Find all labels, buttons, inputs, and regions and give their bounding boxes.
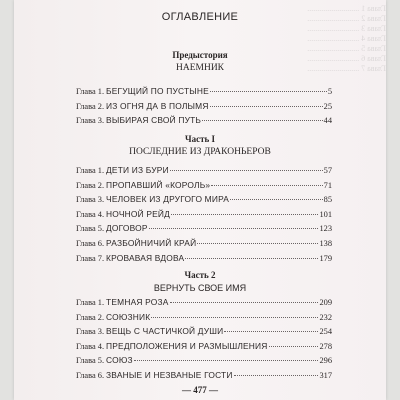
page-ref: 71: [323, 180, 332, 190]
section-title: ВЕРНУТЬ СВОЕ ИМЯ: [153, 283, 247, 293]
page-ref: 25: [323, 101, 332, 111]
chapter-number: Глава 3.: [76, 327, 105, 337]
toc-entry[interactable]: [76, 341, 332, 356]
chapter-title: ТЕМНАЯ РОЗА: [106, 297, 169, 307]
toc-entry[interactable]: [76, 223, 332, 238]
page-heading: ОГЛАВЛЕНИЕ: [161, 11, 239, 23]
toc-entry[interactable]: [76, 86, 332, 101]
chapter-title: ИЗ ОГНЯ ДА В ПОЛЫМЯ: [106, 100, 209, 111]
chapter-number: Глава 2.: [76, 312, 105, 322]
chapter-number: Глава 2.: [76, 180, 105, 190]
chapter-title: ЗВАНЫЕ И НЕЗВАНЫЕ ГОСТИ: [106, 369, 233, 380]
section-header-part-2: [14, 270, 386, 294]
page-ref: 296: [319, 356, 332, 366]
chapter-number: Глава 1.: [76, 166, 105, 175]
toc-entry[interactable]: [76, 101, 332, 116]
page-ref: 179: [319, 253, 332, 263]
dot-leader: [210, 91, 327, 92]
chapter-title: НОЧНОЙ РЕЙД: [106, 208, 170, 219]
dot-leader: [171, 214, 318, 215]
chapter-number: Глава 3.: [76, 116, 105, 126]
page-ref: 123: [319, 224, 332, 234]
page-ref: 101: [319, 209, 332, 219]
page-ref: 209: [319, 298, 332, 307]
toc-entry[interactable]: [76, 238, 332, 253]
chapter-title: КРОВАВАЯ ВДОВА: [106, 252, 185, 263]
dot-leader: [234, 375, 319, 376]
toc-entry[interactable]: [76, 194, 332, 209]
toc-entry[interactable]: [76, 312, 332, 327]
chapter-title: РАЗБОЙНИЧИЙ КРАЙ: [106, 237, 197, 248]
chapter-number: Глава 2.: [76, 101, 105, 111]
toc-entry[interactable]: [76, 180, 332, 195]
chapter-number: Глава 5.: [76, 356, 105, 366]
toc-entry[interactable]: [76, 253, 332, 268]
section-label: Предыстория: [172, 50, 228, 60]
section-title: НАЕМНИК: [175, 63, 225, 73]
section-header-part-1: [14, 134, 386, 158]
toc-entry[interactable]: [76, 370, 332, 385]
dot-leader: [211, 185, 322, 186]
section-label: Часть 2: [184, 270, 216, 280]
chapter-number: Глава 6.: [76, 370, 105, 380]
dot-leader: [202, 120, 323, 121]
toc-entry[interactable]: [76, 355, 332, 370]
chapter-number: Глава 1.: [76, 87, 105, 96]
toc-entry[interactable]: [76, 209, 332, 224]
dot-leader: [197, 243, 318, 244]
chapter-number: Глава 3.: [76, 195, 105, 205]
dot-leader: [269, 346, 319, 347]
page-ref: 278: [319, 341, 332, 351]
dot-leader: [151, 317, 318, 318]
toc-list-part-1: [76, 165, 332, 267]
page-ref: 44: [323, 116, 332, 126]
dot-leader: [170, 170, 323, 171]
chapter-title: ВЫБИРАЯ СВОЙ ПУТЬ: [106, 115, 202, 126]
chapter-number: Глава 4.: [76, 209, 105, 219]
chapter-title: ПРЕДПОЛОЖЕНИЯ И РАЗМЫШЛЕНИЯ: [106, 340, 268, 351]
section-label: Часть I: [184, 134, 216, 144]
page-ref: 85: [323, 195, 332, 205]
dot-leader: [230, 199, 323, 200]
chapter-title: ДЕТИ ИЗ БУРИ: [106, 165, 169, 175]
chapter-title: СОЮЗНИК: [106, 311, 151, 322]
toc-entry[interactable]: [76, 165, 332, 180]
toc-entry[interactable]: [76, 326, 332, 341]
chapter-title: ДОГОВОР: [106, 223, 148, 234]
section-title: ПОСЛЕДНИЕ ИЗ ДРАКОНЬЕРОВ: [129, 147, 271, 157]
dot-leader: [185, 258, 318, 259]
dot-leader: [170, 302, 319, 303]
page-ref: 232: [319, 312, 332, 322]
dot-leader: [224, 331, 318, 332]
dot-leader: [149, 228, 319, 229]
chapter-number: Глава 4.: [76, 341, 105, 351]
book-page: [14, 0, 386, 400]
chapter-number: Глава 7.: [76, 253, 105, 263]
page-ref: 317: [319, 370, 332, 380]
page-ref: 57: [323, 166, 332, 175]
chapter-title: ЧЕЛОВЕК ИЗ ДРУГОГО МИРА: [106, 194, 230, 205]
chapter-title: БЕГУЩИЙ ПО ПУСТЫНЕ: [106, 86, 209, 96]
chapter-title: ПРОПАВШИЙ «КОРОЛЬ»: [106, 179, 211, 190]
section-header-prologue: [14, 50, 386, 74]
dot-leader: [134, 360, 319, 361]
chapter-title: ВЕЩЬ С ЧАСТИЧКОЙ ДУШИ: [106, 326, 224, 337]
page-number: — 477 —: [182, 385, 218, 395]
dot-leader: [210, 106, 323, 107]
page-ref: 5: [327, 87, 332, 96]
toc-entry[interactable]: [76, 115, 332, 130]
page-ref: 138: [319, 238, 332, 248]
chapter-title: СОЮЗ: [106, 355, 133, 366]
page-ref: 254: [319, 327, 332, 337]
bleed-through-text: Глава 1 .......................... Глава 2 .......................... Глава 3 .......................... Глава 4 .......................... Глава 5 .......................... Глава 6 .......................... Глава 7 ..........................: [307, 4, 386, 73]
chapter-number: Глава 5.: [76, 224, 105, 234]
toc-list-part-2: [76, 297, 332, 385]
chapter-number: Глава 6.: [76, 238, 105, 248]
toc-list-prologue: [76, 86, 332, 130]
toc-entry[interactable]: [76, 297, 332, 312]
chapter-number: Глава 1.: [76, 298, 105, 307]
